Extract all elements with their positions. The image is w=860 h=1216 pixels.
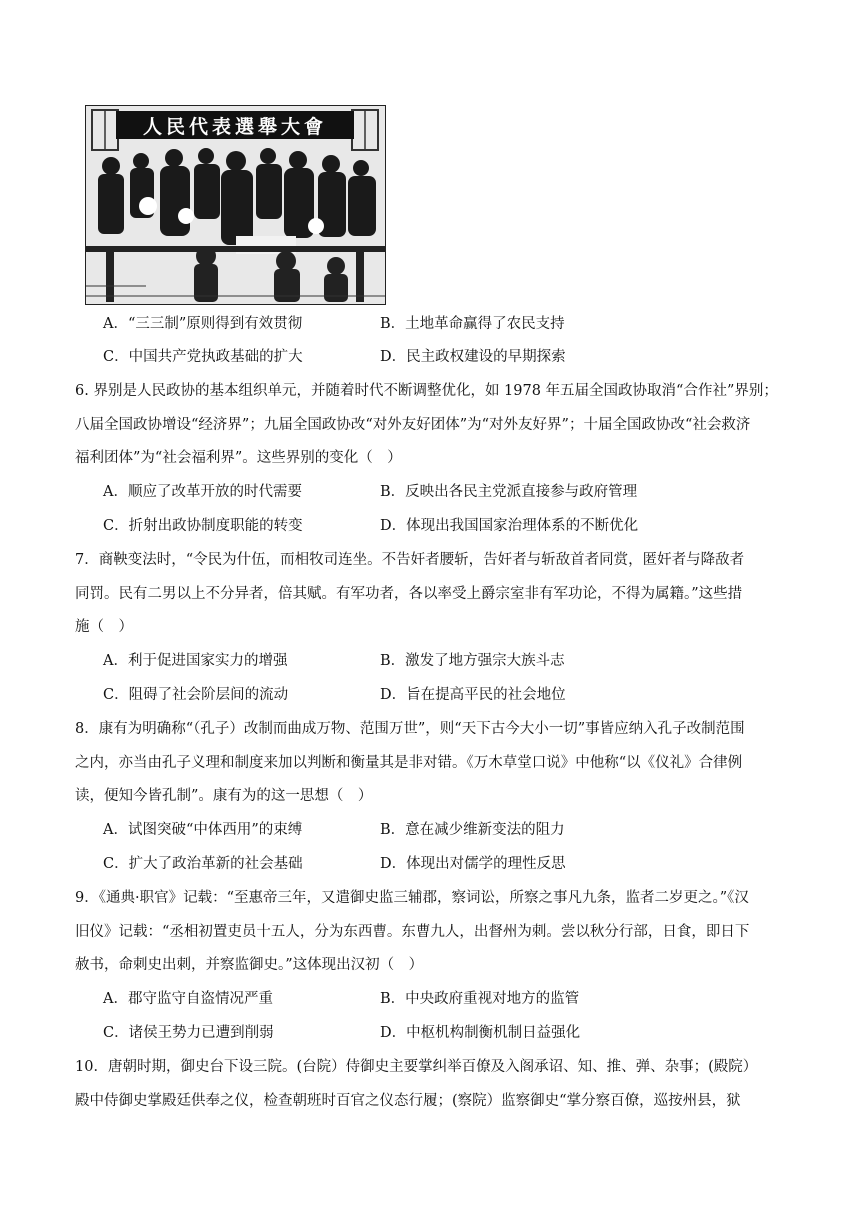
q9-option-a: A．郡守监守自盗情况严重 — [103, 991, 273, 1007]
q9-stem-line: 旧仪》记载：“丞相初置吏员十五人，分为东西曹。东曹九人，出督州为刺。尝以秋分行部，日食，即日下 — [75, 924, 750, 940]
q9-option-c: C．诸侯王势力已遭到削弱 — [103, 1025, 274, 1041]
q5-option-b: B．土地革命赢得了农民支持 — [380, 316, 565, 332]
q7-stem-line: 同罚。民有二男以上不分异者，倍其赋。有军功者，各以率受上爵宗室非有军功论，不得为属籍。”这些措 — [75, 586, 743, 602]
banner-caption: 人民代表選舉大會 — [142, 115, 327, 138]
q9-option-d: D．中枢机构制衡机制日益强化 — [380, 1025, 581, 1041]
q5-option-c: C．中国共产党执政基础的扩大 — [103, 349, 303, 365]
q8-option-a: A．试图突破“中体西用”的束缚 — [103, 822, 303, 838]
q6-option-b: B．反映出各民主党派直接参与政府管理 — [380, 484, 638, 500]
q8-option-b: B．意在减少维新变法的阻力 — [380, 822, 565, 838]
q8-option-c: C．扩大了政治革新的社会基础 — [103, 856, 303, 872]
q6-stem-line: 八届全国政协增设“经济界”；九届全国政协改“对外友好团体”为“对外友好界”；十届全国政协改“社会救济 — [75, 417, 751, 433]
woodcut-illustration — [85, 105, 386, 305]
q7-stem-line: 施（ ） — [75, 619, 133, 635]
q7-option-d: D．旨在提高平民的社会地位 — [380, 687, 566, 703]
q7-option-b: B．激发了地方强宗大族斗志 — [380, 653, 565, 669]
q9-stem-line: 赦书，命刺史出刺，并察监御史。”这体现出汉初（ ） — [75, 957, 424, 973]
q9-option-b: B．中央政府重视对地方的监管 — [380, 991, 580, 1007]
q7-stem-line: 7．商鞅变法时，“令民为什伍，而相牧司连坐。不告奸者腰斩，告奸者与斩敌首者同赏，匿奸者与降敌者 — [75, 552, 745, 568]
q6-option-d: D．体现出我国国家治理体系的不断优化 — [380, 518, 639, 534]
q8-stem-line: 之内，亦当由孔子义理和制度来加以判断和衡量其是非对错。《万木草堂口说》中他称“以《仪礼》合律例 — [75, 755, 743, 771]
q8-stem-line: 8．康有为明确称“（孔子）改制而曲成万物、范围万世”，则“天下古今大小一切”事皆应纳入孔子改制范围 — [75, 721, 745, 737]
q6-stem-line: 6. 界别是人民政协的基本组织单元，并随着时代不断调整优化，如 1978 年五届全国政协取消“合作社”界别； — [75, 383, 778, 399]
q6-option-a: A．顺应了改革开放的时代需要 — [103, 484, 302, 500]
q5-option-a: A．“三三制”原则得到有效贯彻 — [103, 316, 303, 332]
q7-option-a: A．利于促进国家实力的增强 — [103, 653, 288, 669]
q8-stem-line: 读，便知今皆孔制”。康有为的这一思想（ ） — [75, 788, 373, 804]
q7-option-c: C．阻碍了社会阶层间的流动 — [103, 687, 289, 703]
q10-stem-line: 殿中侍御史掌殿廷供奉之仪，检查朝班时百官之仪态行履；(察院）监察御史“掌分察百僚，巡按州县，狱 — [75, 1093, 741, 1109]
q6-stem-line: 福利团体”为“社会福利界”。这些界别的变化（ ） — [75, 450, 402, 466]
q9-stem-line: 9．《通典·职官》记载：“至惠帝三年，又遣御史监三辅郡，察词讼，所察之事凡九条，监者二岁更之。”《汉 — [75, 890, 749, 906]
q8-option-d: D．体现出对儒学的理性反思 — [380, 856, 566, 872]
q10-stem-line: 10．唐朝时期，御史台下设三院。(台院）侍御史主要掌纠举百僚及入阁承诏、知、推、弹、杂事；(殿院） — [75, 1059, 758, 1075]
q6-option-c: C．折射出政协制度职能的转变 — [103, 518, 303, 534]
q5-option-d: D．民主政权建设的早期探索 — [380, 349, 566, 365]
